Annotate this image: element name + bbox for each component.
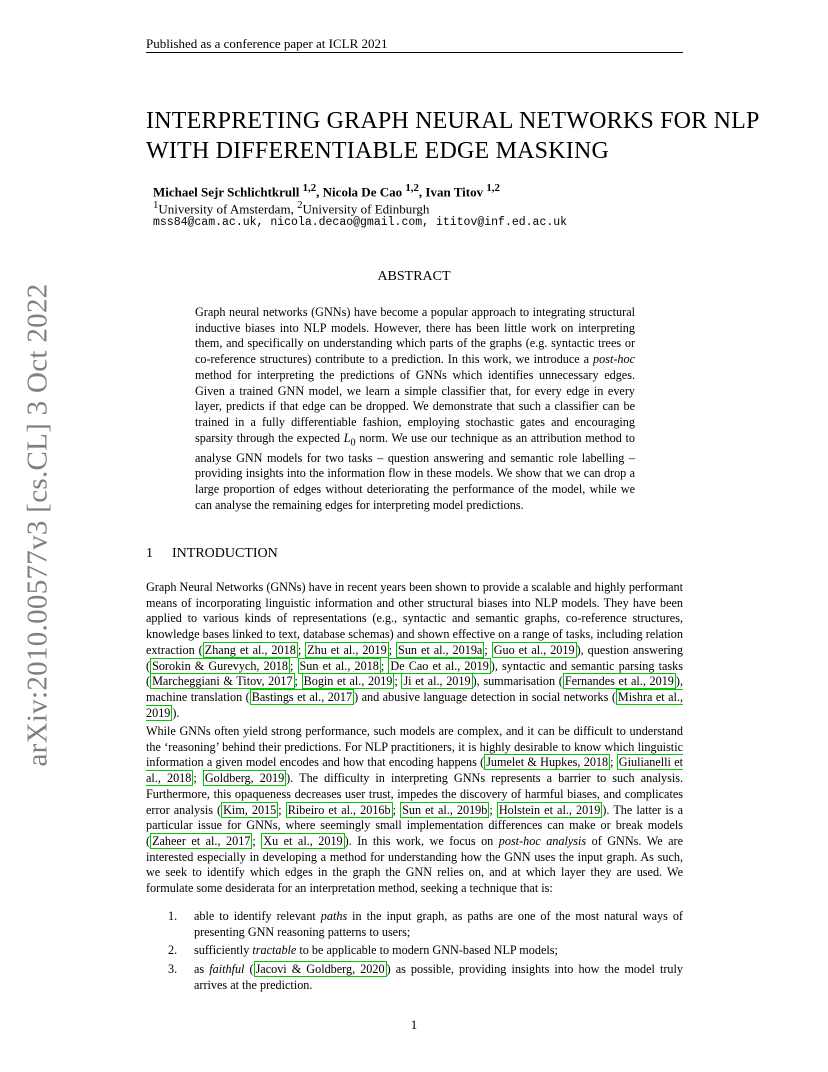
- citation-link[interactable]: Goldberg, 2019: [204, 771, 285, 786]
- author-1-affil: 1,2: [302, 182, 317, 194]
- section-title: INTRODUCTION: [172, 546, 278, 561]
- intro-paragraph-2: [146, 724, 683, 897]
- title-line-2: WITH DIFFERENTIABLE EDGE MASKING: [146, 138, 610, 164]
- text: ). In this work, we focus on: [344, 833, 499, 848]
- desiderata-list: [168, 909, 683, 997]
- abstract-emphasis: post-hoc: [593, 352, 635, 367]
- affil-1: University of Amsterdam,: [158, 201, 298, 217]
- l0-subscript: 0: [350, 437, 356, 449]
- abstract-part: norm. We use our technique as an attribution method to analyse GNN models for two tasks – question answering and semantic role labelling – providing insights into the information flow in these models. We show that we can drop a large proportion of edges without deteriorating the performance of the model, while we can analyse the remaining edges for interpreting model predictions.: [195, 430, 635, 512]
- citation-link[interactable]: Zhang et al., 2018: [204, 642, 296, 657]
- list-text: [194, 943, 683, 959]
- text: ;: [297, 642, 306, 657]
- citation-link[interactable]: Kim, 2015: [223, 802, 277, 817]
- text: (: [244, 962, 254, 977]
- arxiv-stamp: [18, 283, 58, 767]
- text: ;: [380, 658, 389, 673]
- abstract-part: Graph neural networks (GNNs) have become a popular approach to integrating structural inductive biases into NLP models. However, there has been little work on interpreting them, and specifically on understanding which parts of the graphs (e.g. syntactic trees or co-reference structures) contribute to a prediction. In this work, we introduce a: [195, 305, 635, 367]
- text: Graph Neural Networks (GNNs) have in recent years been shown to provide a scalable and highly performant means of incorporating linguistic information and other structural biases into NLP models. They have been applied to various kinds of representations (e.g., syntactic and semantic graphs, co-reference structures, knowledge bases linked to text, database schemas) and shown effective on a range of tasks, including relation extraction (: [146, 580, 683, 657]
- section-heading: [146, 546, 278, 562]
- text: ;: [489, 802, 497, 817]
- author-2: , Nicola De Cao: [316, 184, 406, 200]
- text: While GNNs often yield strong performance, such models are complex, and it can be difficult to understand the ‘reasoning’ behind their predictions. For NLP practitioners, it is highly desirable to know which linguistic information a given model encodes and how that encoding happens (: [146, 724, 683, 770]
- author-list: [153, 182, 500, 200]
- author-2-affil: 1,2: [405, 182, 419, 194]
- citation-link[interactable]: Sorokin & Gurevych, 2018: [152, 658, 288, 673]
- abstract-heading: ABSTRACT: [377, 269, 451, 284]
- author-3: , Ivan Titov: [418, 184, 487, 200]
- citation-link[interactable]: Fernandes et al., 2019: [564, 674, 674, 689]
- text: ), summarisation (: [472, 674, 563, 689]
- list-item: [168, 943, 683, 959]
- citation-link[interactable]: Jacovi & Goldberg, 2020: [255, 962, 385, 977]
- author-1: Michael Sejr Schlichtkrull: [153, 184, 303, 200]
- citation-link[interactable]: Ribeiro et al., 2016b: [287, 802, 391, 817]
- list-item: [168, 962, 683, 993]
- text: of GNNs. We are interested especially in developing a method for understanding how the GNN uses the input graph. As such, we seek to identify which edges in the graph the GNN relies on, and at which layer they are used. We formulate some desiderata for an interpretation method, seeking a technique that is:: [146, 833, 683, 896]
- text: ), machine translation (: [146, 674, 684, 704]
- text: able to identify relevant: [194, 909, 321, 923]
- text: sufficiently: [194, 943, 253, 958]
- list-number: 2.: [168, 943, 178, 958]
- text: ). The latter is a particular issue for GNNs, where seemingly small implementation differences can make or break models (: [146, 802, 684, 848]
- citation-link[interactable]: Jumelet & Hupkes, 2018: [486, 755, 609, 770]
- emphasis: paths: [320, 909, 348, 923]
- citation-link[interactable]: Mishra et al., 2019: [146, 689, 684, 720]
- list-number: 3.: [168, 962, 178, 977]
- list-item: [168, 909, 683, 940]
- text: ;: [610, 755, 617, 770]
- citation-link[interactable]: Sun et al., 2019a: [398, 642, 483, 657]
- text: ;: [289, 658, 298, 673]
- text: ;: [193, 771, 203, 786]
- list-text: [194, 909, 683, 940]
- running-header: Published as a conference paper at ICLR 2021: [146, 36, 388, 51]
- citation-link[interactable]: Giulianelli et al., 2018: [146, 755, 684, 786]
- title-line-1: INTERPRETING GRAPH NEURAL NETWORKS FOR NLP: [146, 108, 760, 134]
- text: ;: [392, 802, 401, 817]
- text: to be applicable to modern GNN-based NLP models;: [296, 943, 558, 958]
- text: ), syntactic and semantic parsing tasks (: [146, 658, 683, 689]
- text: ).: [172, 705, 180, 720]
- text: in the input graph, as paths are one of the most natural ways of presenting GNN reasoning patterns to users;: [194, 909, 683, 939]
- citation-link[interactable]: Holstein et al., 2019: [498, 802, 601, 817]
- abstract-part: method for interpreting the predictions of GNNs which identifies unnecessary edges. Given a trained GNN model, we learn a simple classifier that, for every edge in every layer, predicts if that edge can be dropped. We demonstrate that such a classifier can be trained in a fully differentiable fashion, employing stochastic gates and encouraging sparsity through the expected: [195, 367, 635, 445]
- affil-2: University of Edinburgh: [302, 201, 430, 217]
- emphasis: tractable: [252, 943, 297, 958]
- citation-link[interactable]: Marcheggiani & Titov, 2017: [152, 674, 293, 689]
- intro-paragraph-1: [146, 580, 683, 721]
- text: ;: [294, 674, 302, 689]
- text: ) and abusive language detection in social networks (: [354, 689, 616, 704]
- text: ). The difficulty in interpreting GNNs represents a barrier to such analysis. Furthermore, this opaqueness decreases user trust, impedes the discovery of harmful biases, and complicates error analysis (: [146, 771, 684, 817]
- text: ;: [484, 642, 492, 657]
- citation-link[interactable]: Zhu et al., 2019: [307, 642, 387, 657]
- text: ), question answering (: [146, 642, 683, 673]
- text: ;: [394, 674, 402, 689]
- affil-1-marker: 1: [153, 199, 159, 211]
- citation-link[interactable]: Bastings et al., 2017: [251, 689, 353, 704]
- citation-link[interactable]: Sun et al., 2019b: [402, 802, 488, 817]
- list-text: [194, 962, 683, 993]
- text: ;: [388, 642, 397, 657]
- text: ) as possible, providing insights into how the model truly arrives at the prediction.: [194, 962, 683, 992]
- citation-link[interactable]: Guo et al., 2019: [493, 642, 575, 657]
- text: as: [194, 962, 210, 977]
- affiliations: [153, 199, 429, 217]
- abstract-text: [195, 305, 635, 514]
- emphasis: post-hoc analysis: [498, 833, 587, 848]
- citation-link[interactable]: Ji et al., 2019: [403, 674, 471, 689]
- emphasis: faithful: [209, 962, 245, 977]
- citation-link[interactable]: Zaheer et al., 2017: [152, 833, 251, 848]
- section-number: 1: [146, 546, 153, 561]
- affil-2-marker: 2: [297, 199, 303, 211]
- page-number: 1: [410, 1017, 418, 1032]
- paper-title: [146, 106, 760, 166]
- author-3-affil: 1,2: [486, 182, 500, 194]
- arxiv-id: arXiv:2010.00577v3 [cs.CL] 3 Oct 2022: [21, 283, 54, 767]
- header-rule: [146, 52, 683, 53]
- list-number: 1.: [168, 909, 178, 923]
- citation-link[interactable]: Sun et al., 2018: [299, 658, 379, 673]
- citation-link[interactable]: De Cao et al., 2019: [390, 658, 489, 673]
- text: ;: [278, 802, 286, 817]
- citation-link[interactable]: Bogin et al., 2019: [303, 674, 393, 689]
- l0-symbol: L: [343, 430, 351, 445]
- citation-link[interactable]: Xu et al., 2019: [263, 833, 343, 848]
- text: ;: [252, 833, 262, 848]
- author-emails: mss84@cam.ac.uk, nicola.decao@gmail.com, ititov@inf.ed.ac.uk: [153, 216, 568, 229]
